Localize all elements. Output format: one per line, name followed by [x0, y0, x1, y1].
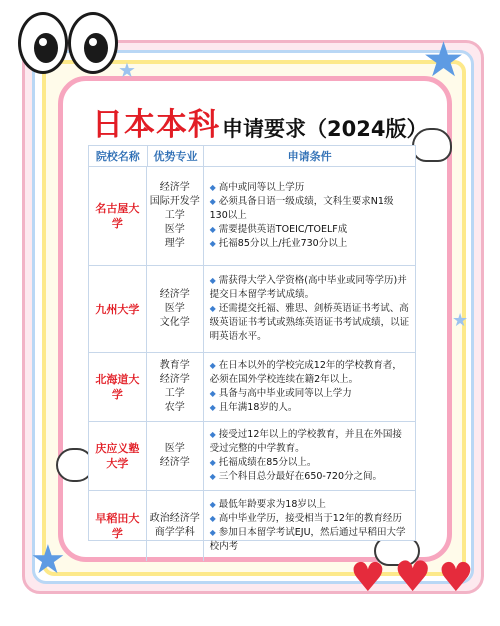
diamond-icon: ◆	[209, 528, 216, 537]
requirement-item: ◆ 托福85分以上/托业730分以上	[209, 238, 348, 249]
school-name: 早稻田大学	[89, 491, 147, 561]
requirement-item: ◆ 还需提交托福、雅思、剑桥英语证书考试、高级英语证书考试或熟练英语证书考试成绩，以证明英语水平。	[209, 303, 410, 342]
requirement-item: ◆ 需要提供英语TOEIC/TOELF成	[209, 224, 348, 235]
majors-cell	[147, 167, 204, 265]
diamond-icon: ◆	[209, 430, 216, 439]
requirement-item: ◆ 具备与高中毕业或同等以上学力	[209, 388, 352, 399]
majors-cell	[147, 422, 204, 490]
requirement-item: ◆ 三个科目总分最好在650-720分之间。	[209, 471, 382, 482]
diamond-icon: ◆	[209, 239, 216, 248]
diamond-icon: ◆	[209, 276, 216, 285]
page-title	[92, 100, 432, 144]
diamond-icon: ◆	[209, 183, 216, 192]
star-icon: ★	[452, 310, 469, 331]
title-rest: 申请要求（2024版）	[222, 117, 428, 141]
table-row	[89, 353, 415, 422]
requirements-cell	[204, 167, 415, 265]
majors-cell	[147, 353, 204, 421]
diamond-icon: ◆	[209, 197, 216, 206]
requirement-item: ◆ 在日本以外的学校完成12年的学校教育者，必须在国外学校连续在籍2年以上。	[209, 360, 402, 385]
major: 文化学	[159, 317, 190, 328]
major: 经济学	[159, 374, 190, 385]
star-icon: ★	[118, 58, 136, 82]
major: 经济学	[159, 182, 190, 193]
major: 商学学科	[154, 527, 195, 538]
diamond-icon: ◆	[209, 458, 216, 467]
diamond-icon: ◆	[209, 361, 216, 370]
diamond-icon: ◆	[209, 472, 216, 481]
major: 经济学	[159, 457, 190, 468]
header-requirements: 申请条件	[287, 150, 332, 163]
diamond-icon: ◆	[209, 403, 216, 412]
requirements-cell	[204, 491, 415, 561]
major: 农学	[164, 402, 185, 413]
right-eye-icon	[68, 12, 118, 74]
major: 医学	[164, 224, 185, 235]
diamond-icon: ◆	[209, 225, 216, 234]
requirements-table	[88, 145, 416, 552]
requirement-item: ◆ 必须具备日语一级成绩，文科生要求N1级130以上	[209, 196, 394, 221]
requirements-cell	[204, 353, 415, 421]
table-header	[89, 146, 415, 167]
heart-icon: ♥	[394, 552, 432, 601]
title-highlight: 日本本科	[92, 107, 220, 143]
major: 工学	[164, 388, 185, 399]
requirement-item: ◆ 高中或同等以上学历	[209, 182, 305, 193]
diamond-icon: ◆	[209, 389, 216, 398]
school-name: 九州大学	[89, 266, 147, 352]
major: 国际开发学	[149, 196, 200, 207]
major: 理学	[164, 238, 185, 249]
requirement-item: ◆ 且年满18岁的人。	[209, 402, 298, 413]
table-row	[89, 491, 415, 561]
heart-icon: ♥	[438, 555, 474, 601]
diamond-icon: ◆	[209, 500, 216, 509]
requirement-item: ◆ 高中毕业学历，接受相当于12年的教育经历	[209, 513, 402, 524]
star-icon: ★	[30, 537, 66, 583]
school-name: 北海道大学	[89, 353, 147, 421]
star-icon: ★	[422, 32, 466, 88]
majors-cell	[147, 491, 204, 561]
header-majors: 优势专业	[148, 146, 205, 166]
requirements-cell	[204, 266, 415, 352]
requirement-item: ◆ 参加日本留学考试EJU，然后通过早稻田大学校内考	[209, 527, 406, 552]
diamond-icon: ◆	[209, 304, 216, 313]
school-name: 名古屋大学	[89, 167, 147, 265]
major: 医学	[164, 303, 185, 314]
majors-cell	[147, 266, 204, 352]
heart-icon: ♥	[350, 555, 386, 601]
table-row	[89, 266, 415, 353]
requirement-item: ◆ 接受过12年以上的学校教育，并且在外国接受过完整的中学教育。	[209, 429, 402, 454]
school-name: 庆应义塾大学	[89, 422, 147, 490]
table-row	[89, 422, 415, 491]
major: 工学	[164, 210, 185, 221]
major: 经济学	[159, 289, 190, 300]
diamond-icon: ◆	[209, 514, 216, 523]
table-row	[89, 167, 415, 266]
requirements-cell	[204, 422, 415, 490]
requirement-item: ◆ 最低年龄要求为18岁以上	[209, 499, 326, 510]
requirement-item: ◆ 需获得大学入学资格(高中毕业或同等学历)并提交日本留学考试成绩。	[209, 275, 407, 300]
header-school: 院校名称	[89, 146, 148, 166]
major: 医学	[164, 443, 185, 454]
major: 政治经济学	[149, 513, 200, 524]
requirement-item: ◆ 托福成绩在85分以上。	[209, 457, 317, 468]
left-eye-icon	[18, 12, 68, 74]
major: 教育学	[159, 360, 190, 371]
